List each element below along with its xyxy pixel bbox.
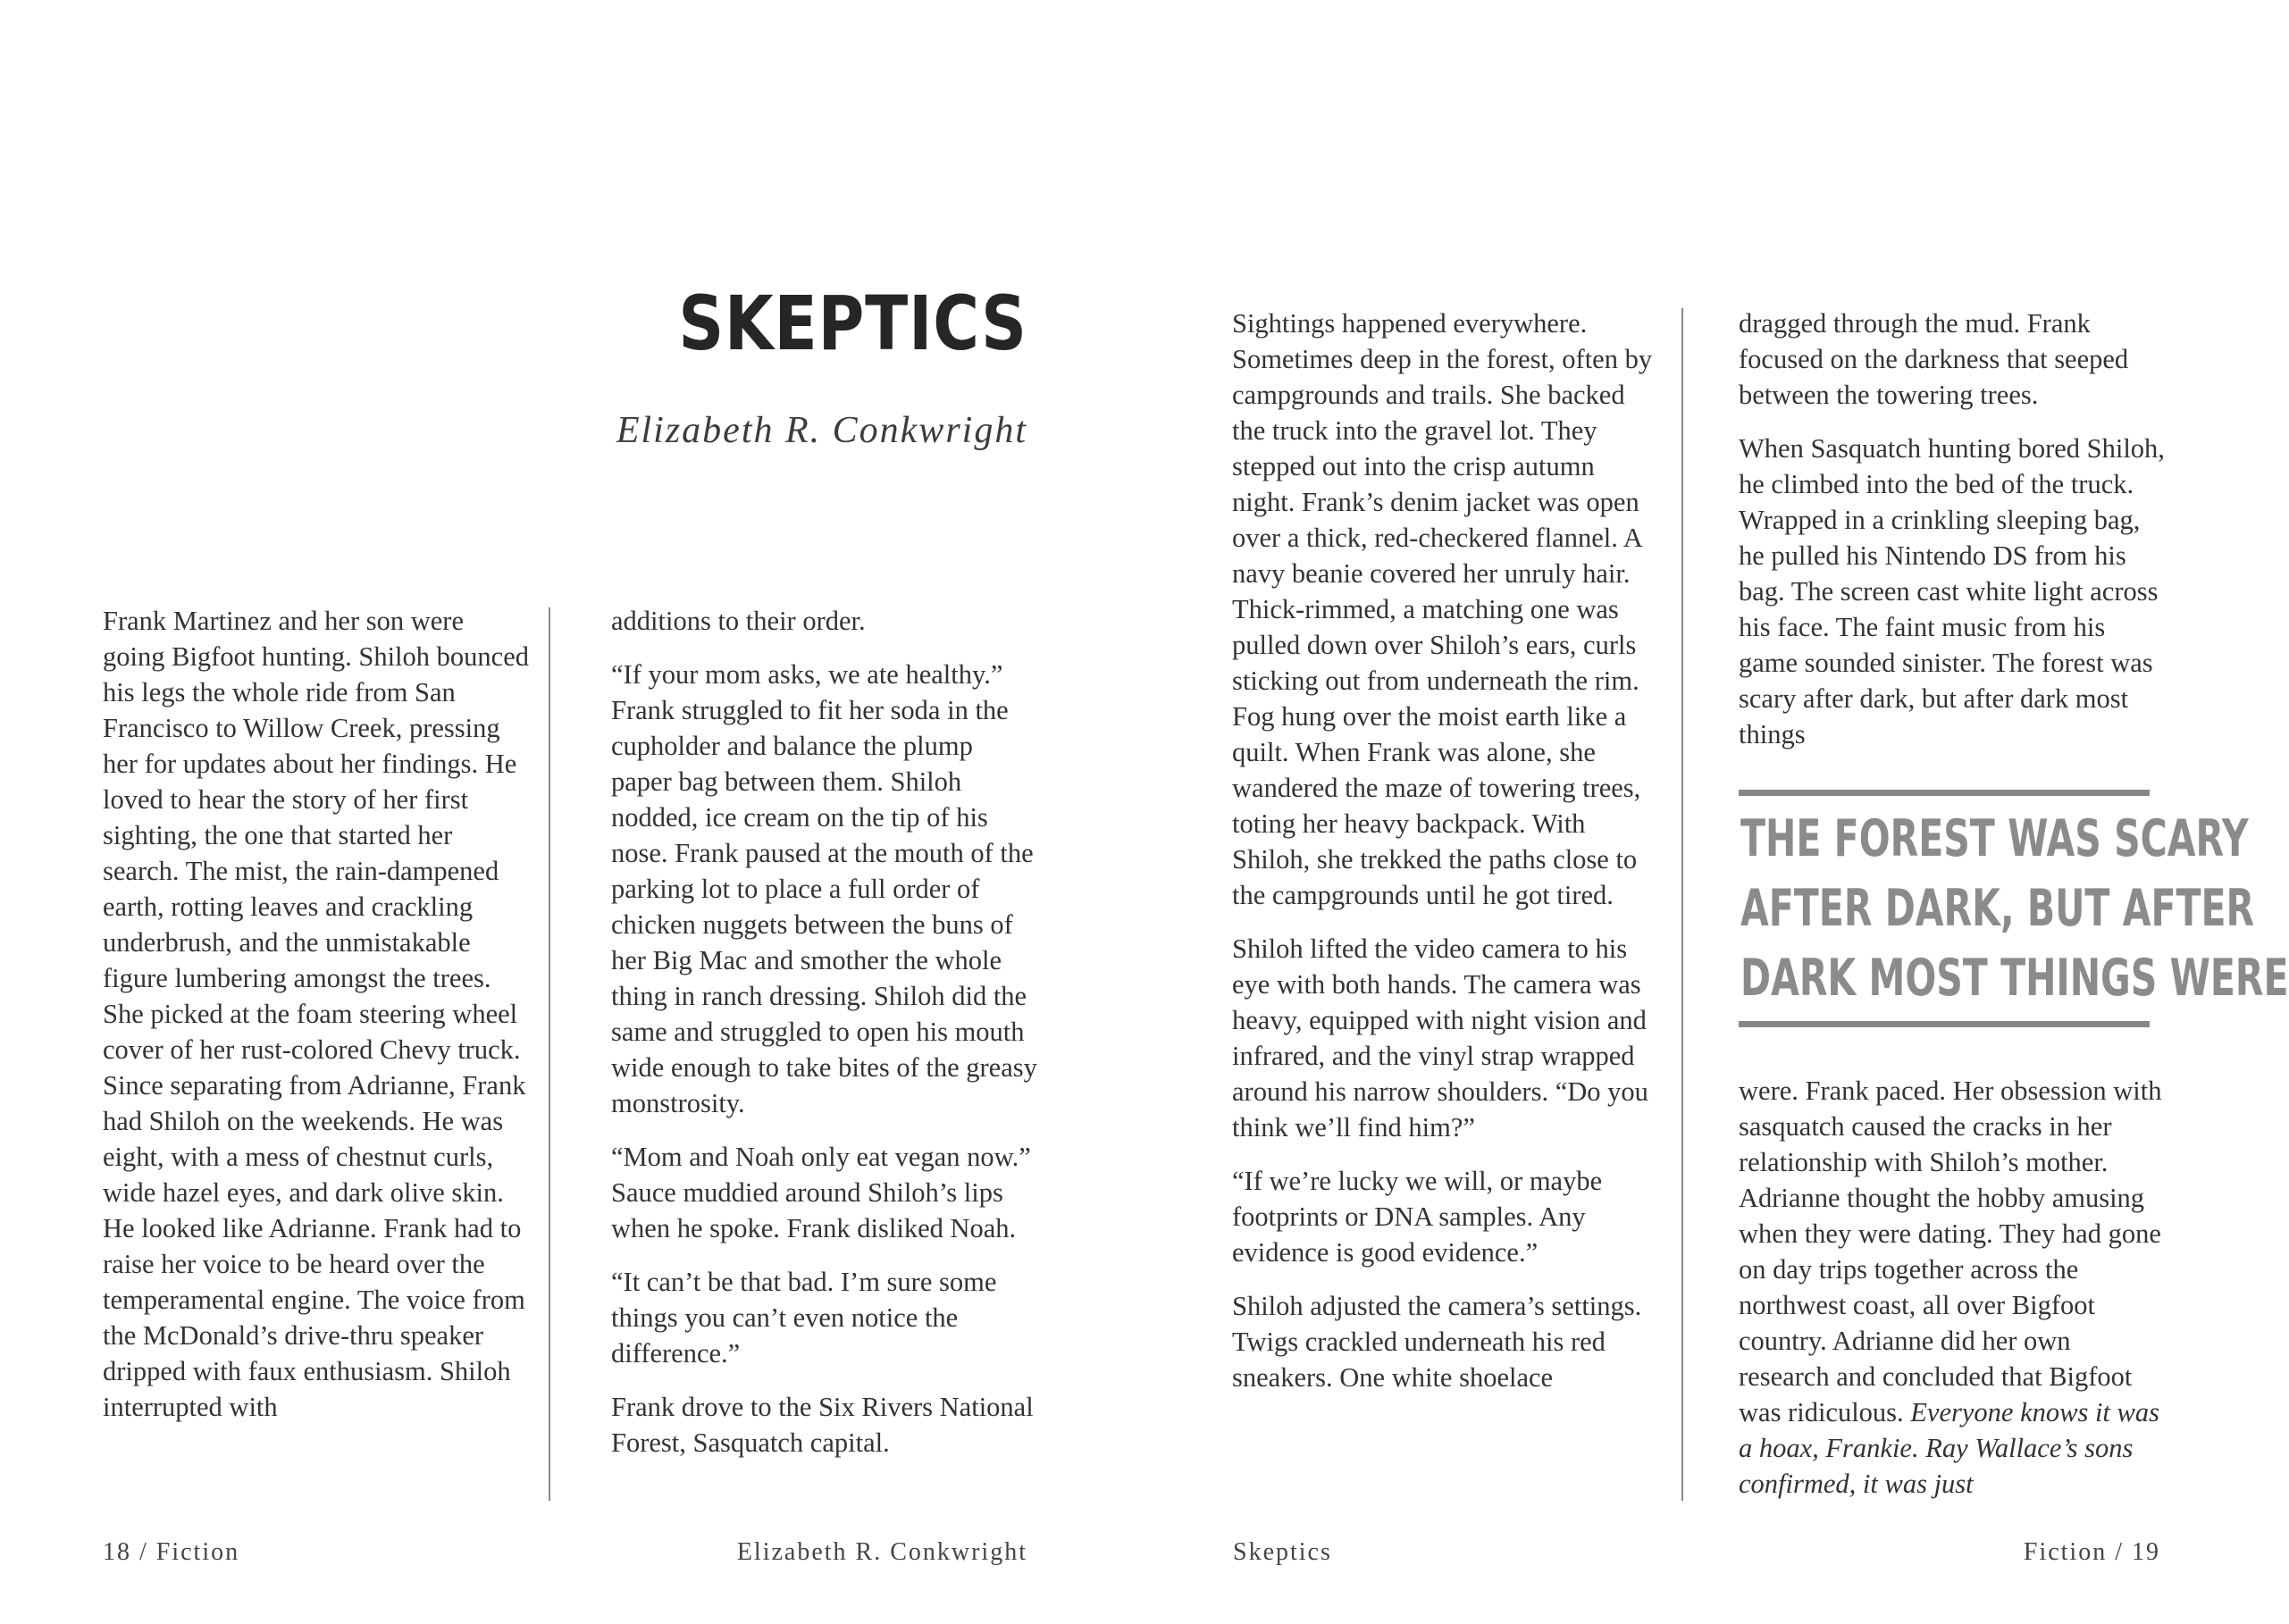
paragraph: additions to their order. (611, 606, 866, 636)
pull-quote-top-rule (1739, 790, 2150, 796)
paragraph: “If your mom asks, we ate healthy.” Frank struggled to fit her soda in the cupholder and balance the plump paper bag between them. Shiloh nodded, ice cream on the tip of his nose. Frank paused at the mouth of the parking lot to place a full order of chicken nuggets between the buns of her Big Mac and smother the whole thing in ranch dressing. Shiloh did the same and struggled to open his mouth wide enough to take bites of the greasy monstrosity. (611, 659, 1037, 1118)
left-page-folio: 18 / Fiction (103, 1538, 240, 1566)
story-title: SKEPTICS (678, 280, 1027, 367)
author-byline: Elizabeth R. Conkwright (616, 410, 1027, 451)
right-page-folio: Fiction / 19 (2023, 1538, 2160, 1566)
right-running-head: Skeptics (1233, 1538, 1332, 1566)
pull-quote-bottom-rule (1739, 1021, 2150, 1027)
paragraph: Frank drove to the Six Rivers National Forest, Sasquatch capital. (611, 1392, 1034, 1458)
left-running-head: Elizabeth R. Conkwright (736, 1538, 1027, 1566)
paragraph (1739, 1073, 2167, 1502)
text-column-4-top (1739, 306, 2167, 752)
pull-quote-line: DARK MOST THINGS WERE (1740, 949, 2289, 1008)
paragraph: “If we’re lucky we will, or maybe footprints or DNA samples. Any evidence is good evidence.” (1232, 1166, 1603, 1268)
paragraph: Shiloh lifted the video camera to his eye with both hands. The camera was heavy, equipped with night vision and infrared, and the vinyl strap wrapped around his narrow shoulders. “Do you think we’ll find him?” (1232, 933, 1648, 1143)
column-divider (549, 607, 550, 1501)
pull-quote (1740, 804, 2289, 1013)
text-column-3 (1232, 306, 1661, 1395)
pull-quote-line: THE FOREST WAS SCARY (1740, 809, 2249, 868)
paragraph: Shiloh adjusted the camera’s settings. Twigs crackled underneath his red sneakers. One white shoelace (1232, 1291, 1642, 1393)
column-divider (1681, 308, 1683, 1501)
paragraph: When Sasquatch hunting bored Shiloh, he climbed into the bed of the truck. Wrapped in a crinkling sleeping bag, he pulled his Nintendo DS from his bag. The screen cast white light across his face. The faint music from his game sounded sinister. The forest was scary after dark, but after dark most things (1739, 433, 2165, 749)
italic-quote: Everyone knows it was a hoax, Frankie. Ray Wallace’s sons confirmed, it was just (1739, 1397, 2159, 1499)
paragraph-text: were. Frank paced. Her obsession with sasquatch caused the cracks in her relationship with Shiloh’s mother. Adrianne thought the hobby amusing when they were dating. They had gone on day trips together across the northwest coast, all over Bigfoot country. Adrianne did her own research and concluded that Bigfoot was ridiculous. (1739, 1076, 2162, 1427)
text-column-2 (611, 603, 1040, 1461)
text-column-1 (103, 603, 532, 1425)
pull-quote-line: AFTER DARK, BUT AFTER (1740, 879, 2255, 938)
paragraph: dragged through the mud. Frank focused on the darkness that seeped between the towering trees. (1739, 308, 2129, 410)
text-column-4-bottom (1739, 1073, 2167, 1502)
paragraph: Sightings happened everywhere. Sometimes deep in the forest, often by campgrounds and trails. She backed the truck into the gravel lot. They stepped out into the crisp autumn night. Frank’s denim jacket was open over a thick, red-checkered flannel. A navy beanie covered her unruly hair. Thick-rimmed, a matching one was pulled down over Shiloh’s ears, curls sticking out from underneath the rim. Fog hung over the moist earth like a quilt. When Frank was alone, she wandered the maze of towering trees, toting her heavy backpack. With Shiloh, she trekked the paths close to the campgrounds until he got tired. (1232, 308, 1653, 910)
paragraph: “It can’t be that bad. I’m sure some things you can’t even notice the difference.” (611, 1267, 997, 1369)
paragraph: Frank Martinez and her son were going Bigfoot hunting. Shiloh bounced his legs the whole ride from San Francisco to Willow Creek, pressing her for updates about her findings. He loved to hear the story of her first sighting, the one that started her search. The mist, the rain-dampened earth, rotting leaves and crackling underbrush, and the unmistakable figure lumbering amongst the trees. She picked at the foam steering wheel cover of her rust-colored Chevy truck. Since separating from Adrianne, Frank had Shiloh on the weekends. He was eight, with a mess of chestnut curls, wide hazel eyes, and dark olive skin. He looked like Adrianne. Frank had to raise her voice to be heard over the temperamental engine. The voice from the McDonald’s drive-thru speaker dripped with faux enthusiasm. Shiloh interrupted with (103, 606, 529, 1422)
paragraph: “Mom and Noah only eat vegan now.” Sauce muddied around Shiloh’s lips when he spoke. Frank disliked Noah. (611, 1142, 1031, 1243)
